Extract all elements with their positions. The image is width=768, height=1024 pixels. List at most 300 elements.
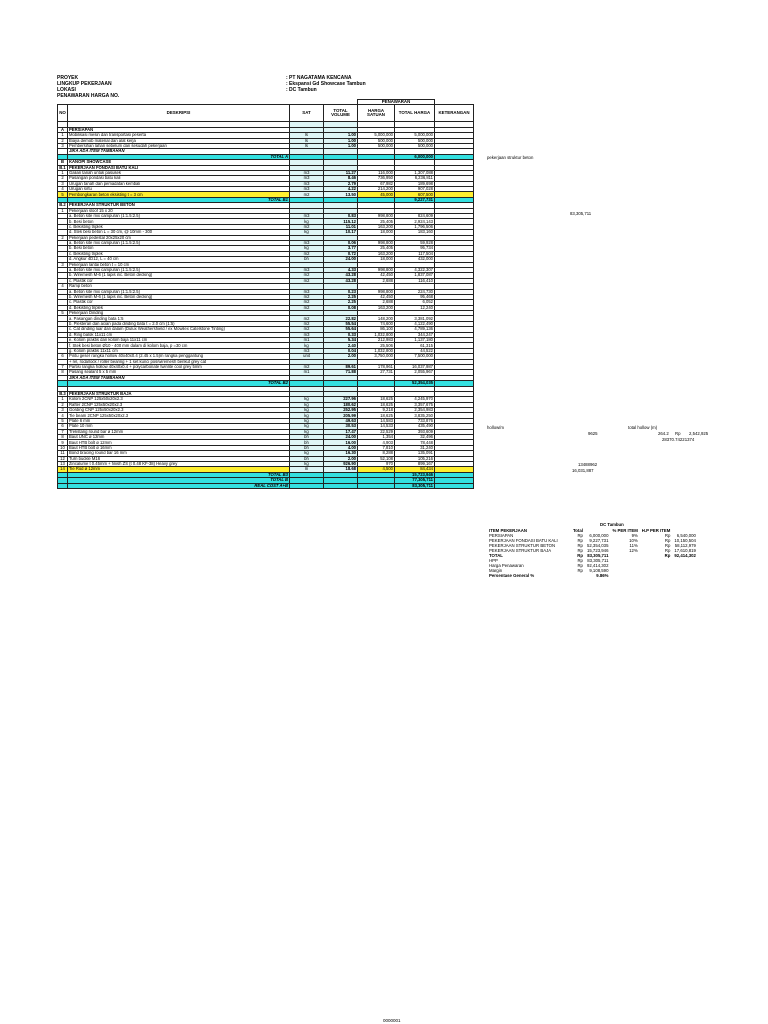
row-sat: m2	[290, 294, 324, 299]
row-desc: Ramp beton	[68, 284, 290, 289]
row-sat: kg	[290, 408, 324, 413]
row-sat: ls	[290, 138, 324, 143]
row-harga-satuan: 163,200	[358, 224, 395, 229]
row-no: 5	[58, 311, 68, 316]
summary-cell: 9,108,590	[589, 568, 609, 573]
row-no: 14	[58, 467, 68, 472]
row-total-harga: 32,496	[395, 435, 435, 440]
row-desc: d. Stek besi beton L = 30 cm, @ 10mm - 300	[68, 230, 290, 235]
row-volume: 4.00	[324, 445, 358, 450]
summary-cell: 92,414,302	[586, 563, 609, 568]
row-total-harga: 1,307,088	[395, 170, 435, 175]
row-total-harga: 1,796,506	[395, 224, 435, 229]
row-no: 2	[58, 402, 68, 407]
row-harga-satuan: 7,810	[358, 445, 395, 450]
note-hollow-label: hollow/m	[487, 425, 504, 430]
row-total-harga: 183,160	[395, 230, 435, 235]
row-total-harga: 1,837,087	[395, 273, 435, 278]
row-volume: 30.53	[324, 424, 358, 429]
summary-cell	[610, 553, 639, 558]
row-volume: 0.23	[324, 289, 358, 294]
row-volume: 0.83	[324, 214, 358, 219]
row-keterangan	[435, 483, 474, 488]
summary-cell: % PER ITEM	[612, 528, 638, 533]
row-desc: PEKERJAAN FONDASI BATU KALI	[68, 165, 290, 170]
row-volume: 11.01	[324, 224, 358, 229]
row-total-harga: 4,789,136	[395, 327, 435, 332]
boq-body	[58, 122, 474, 489]
row-total-harga: 116,410	[395, 278, 435, 283]
row-desc: Partisi rangka hollow 40x40x0.4 + polycarbonate twinlite cool grey 5mm	[68, 364, 290, 369]
row-volume: 71.88	[324, 370, 358, 375]
row-volume: 89.61	[324, 364, 358, 369]
summary-cell: PEKERJAAN FONDASI BATU KALI	[489, 538, 558, 543]
row-volume: 0.08	[324, 305, 358, 310]
row-no: 1	[58, 170, 68, 175]
row-sat: m1	[290, 338, 324, 343]
row-no: 2	[58, 235, 68, 240]
row-harga-satuan: 163,200	[358, 305, 395, 310]
row-desc: JIKA ADA ITEM TAMBAHAN	[68, 149, 290, 154]
row-sat: m2	[290, 300, 324, 305]
summary-cell: Rp	[664, 538, 671, 543]
summary-cell: Rp	[577, 548, 583, 553]
row-volume: 10.17	[324, 230, 358, 235]
summary-cell: Total	[573, 528, 583, 533]
row-harga-satuan: 52,108	[358, 456, 395, 461]
row-total-harga: 84,434	[395, 467, 435, 472]
summary-cell: TOTAL	[489, 553, 503, 558]
row-no: 2	[58, 138, 68, 143]
note-hollow-total-label: total hollow (m)	[628, 425, 658, 430]
row-volume: 0.04	[324, 348, 358, 353]
row-desc: g. Kolom praktis 11x11 cm	[68, 348, 290, 353]
project-labels	[57, 75, 119, 99]
summary-cell: Rp	[577, 553, 583, 558]
row-volume: 4.22	[324, 187, 358, 192]
row-volume: 16.30	[324, 451, 358, 456]
row-harga-satuan: 18,000	[358, 257, 395, 262]
row-no: 10	[58, 445, 68, 450]
row-volume: 1.00	[324, 138, 358, 143]
row-sat: m2	[290, 305, 324, 310]
row-desc: JIKA ADA ITEM TAMBAHAN	[68, 375, 290, 380]
row-harga-satuan: 998,800	[358, 214, 395, 219]
row-sat: m3	[290, 181, 324, 186]
row-total-harga: 105,216	[395, 456, 435, 461]
row-sat: m1	[290, 370, 324, 375]
row-volume: 55.64	[324, 327, 358, 332]
row-desc: Bond bracing round bar 16 mm	[68, 451, 290, 456]
row-harga-satuan: 74,600	[358, 321, 395, 326]
summary-cell: Rp	[577, 558, 583, 563]
row-total-harga: 117,504	[395, 251, 435, 256]
row-no: 5	[58, 192, 68, 197]
row-sat: m3	[290, 187, 324, 192]
penawaran-header: PENAWARAN	[358, 100, 435, 105]
row-harga-satuan: 86,100	[358, 327, 395, 332]
summary-cell: 83,305,711	[587, 553, 609, 558]
row-total-harga: 907,028	[395, 187, 435, 192]
row-desc: b. Besi beton	[68, 219, 290, 224]
row-volume: 18.68	[324, 467, 358, 472]
row-sat: m2	[290, 316, 324, 321]
row-no: 9	[58, 440, 68, 445]
row-sat: bh	[290, 445, 324, 450]
row-total-harga: 6,000,000	[395, 154, 435, 159]
value-lingkup: : Ekspansi Gd Showcase Tambun	[286, 81, 366, 87]
row-no: B.3	[59, 391, 66, 397]
summary-row	[487, 573, 698, 578]
row-volume: 2.00	[324, 354, 358, 359]
row-desc: Pembersihan lahan sebelum dan sesudah pekerjaan	[68, 143, 290, 148]
row-sat: m2	[290, 251, 324, 256]
row-sat: unit	[290, 354, 324, 359]
row-sat: m2	[290, 224, 324, 229]
row-total-harga: 52,354,035	[395, 381, 435, 386]
row-total-harga: 135,091	[395, 451, 435, 456]
row-harga-satuan: 1,032,800	[358, 332, 395, 337]
row-no: 13	[58, 462, 68, 467]
row-desc: Pekerjaan sloof 15 x 20	[68, 208, 290, 213]
summary-body	[487, 528, 698, 578]
row-sat: kg	[290, 397, 324, 402]
note-hollow-amount: 2,542,925	[689, 431, 709, 436]
row-volume: 24.00	[324, 257, 358, 262]
row-sat: m2	[290, 327, 324, 332]
row-desc: a. Pasangan dinding bata 1:5	[68, 316, 290, 321]
row-desc: Pekerjaan Dinding	[68, 311, 290, 316]
note-real-cost: 83,305,711	[570, 211, 592, 216]
row-harga-satuan: 18,625	[358, 413, 395, 418]
row-sat: m2	[290, 192, 324, 197]
row-sat: ls	[290, 133, 324, 138]
row-no	[58, 483, 68, 488]
row-volume: 0.06	[324, 240, 358, 245]
summary-cell: 10%	[629, 538, 638, 543]
row-desc: a. Beton site mix campuran (1:1.5:2.5)	[68, 267, 290, 272]
row-volume: 0.72	[324, 251, 358, 256]
row-desc: Baut HTB bolt ø 16mm	[68, 445, 290, 450]
row-no: 6	[58, 424, 68, 429]
summary-cell: Persentase General %	[489, 573, 535, 578]
row-total-harga: 435,490	[395, 424, 435, 429]
row-harga-satuan: 18,625	[358, 402, 395, 407]
row-desc: Plate 10 mm	[68, 424, 290, 429]
row-total-harga: 824,609	[395, 214, 435, 219]
row-no: 4	[58, 413, 68, 418]
row-harga-satuan: 736,950	[358, 176, 395, 181]
row-desc: Pembongkaran beton eksisting t = 3 cm	[68, 192, 290, 197]
row-harga-satuan: 18,625	[358, 397, 395, 402]
row-desc: c. Bekisting triplek	[68, 251, 290, 256]
col-harga-satuan: HARGA SATUAN	[358, 105, 395, 122]
row-volume: 2.25	[324, 300, 358, 305]
row-desc: a. Beton site mix campuran (1:1.5:2.5)	[68, 289, 290, 294]
row-sat: kg	[290, 343, 324, 348]
row-sat: m3	[290, 214, 324, 219]
summary-cell: 9,227,731	[589, 538, 609, 543]
row-harga-satuan: 5,000,000	[358, 133, 395, 138]
row-sat: m2	[290, 273, 324, 278]
row-harga-satuan: 970	[358, 462, 395, 467]
row-harga-satuan: 14,533	[358, 424, 395, 429]
table-row	[58, 483, 474, 488]
row-sat: m	[290, 467, 324, 472]
summary-cell: PERSIAPAN	[489, 533, 514, 538]
summary-cell: 52,354,035	[586, 543, 609, 548]
row-desc: Baut UNC ø 12mm	[68, 435, 290, 440]
row-desc: Gording CNP 125x50x20x2.3	[68, 408, 290, 413]
row-sat: kg	[290, 402, 324, 407]
row-harga-satuan: 14,583	[358, 418, 395, 423]
row-volume: 24.00	[324, 435, 358, 440]
col-no: NO	[58, 105, 68, 122]
row-volume: 55.54	[324, 321, 358, 326]
row-no: A	[58, 127, 68, 132]
row-harga-satuan: 998,800	[358, 240, 395, 245]
row-volume: 17.47	[324, 429, 358, 434]
row-volume: 2.79	[324, 181, 358, 186]
row-harga-satuan: 25,405	[358, 246, 395, 251]
row-sat: m3	[290, 332, 324, 337]
row-harga-satuan	[358, 483, 395, 488]
row-desc: d. Angkur 4D12, L = 40 cm	[68, 257, 290, 262]
row-total-harga: 5,000,000	[395, 133, 435, 138]
row-harga-satuan: 18,000	[358, 230, 395, 235]
summary-cell: 11%	[629, 543, 638, 548]
summary-cell: 10,150,504	[674, 538, 696, 543]
row-no: 7	[58, 429, 68, 434]
row-total-harga: 77,305,711	[395, 478, 435, 483]
row-no: 1	[58, 397, 68, 402]
row-total-harga: 9,227,731	[395, 197, 435, 202]
row-total-harga: 44,522	[395, 348, 435, 353]
row-total-harga: 31,240	[395, 445, 435, 450]
row-volume: 1.00	[324, 143, 358, 148]
summary-cell: Harga Penawaran	[489, 563, 524, 568]
row-no: 3	[58, 181, 68, 186]
row-harga-satuan: 1,354	[358, 435, 395, 440]
row-no: 6	[58, 354, 68, 359]
row-desc: Plate 6 mm	[68, 418, 290, 423]
row-total-harga: 432,000	[395, 257, 435, 262]
row-harga-satuan: 214,200	[358, 187, 395, 192]
row-volume: 11.27	[324, 170, 358, 175]
row-desc: Trekstang round bar ø 12mm	[68, 429, 290, 434]
row-sat: kg	[290, 424, 324, 429]
row-desc: Pekerjaan lantai beton t = 10 cm	[68, 262, 290, 267]
row-desc: c. Plastik cor	[68, 300, 290, 305]
label-proyek: PROYEK	[57, 75, 79, 81]
row-volume: 22.82	[324, 316, 358, 321]
row-no: 4	[58, 187, 68, 192]
row-total-harga: 12,240	[395, 305, 435, 310]
row-harga-satuan: 9,218	[358, 408, 395, 413]
row-harga-satuan: 25,405	[358, 219, 395, 224]
row-total-harga: 61,315	[395, 343, 435, 348]
row-desc: e. Kolom praktis dan kolom baja 11x11 cm	[68, 338, 290, 343]
summary-cell: 15,723,946	[586, 548, 609, 553]
row-desc: Baut HTB bolt ø 12mm	[68, 440, 290, 445]
row-desc: TOTAL A	[68, 154, 290, 159]
row-sat: m3	[290, 170, 324, 175]
row-volume: 43.28	[324, 273, 358, 278]
row-total-harga: 733,876	[395, 418, 435, 423]
row-sat: m3	[290, 176, 324, 181]
row-no: 4	[58, 284, 68, 289]
summary-cell: 83,305,711	[587, 558, 609, 563]
col-total-harga: TOTAL HARGA	[395, 105, 435, 122]
row-no: 8	[58, 435, 68, 440]
row-desc: d. Bekisting triplek	[68, 305, 290, 310]
row-volume: 3.77	[324, 246, 358, 251]
summary-cell: 92,414,302	[674, 553, 696, 558]
row-volume: 16.00	[324, 440, 358, 445]
row-total-harga: 4,122,490	[395, 321, 435, 326]
summary-cell: Rp	[664, 533, 671, 538]
summary-cell: H.P PER ITEM	[641, 528, 671, 533]
row-total-harga: 15,723,946	[395, 472, 435, 477]
row-harga-satuan: 116,000	[358, 170, 395, 175]
row-volume: 252.95	[324, 408, 358, 413]
row-desc: c. Bekisting triplek	[68, 224, 290, 229]
summary-cell: Rp	[577, 543, 583, 548]
row-desc: c. Plastik cor	[68, 278, 290, 283]
row-desc: Biaya demob material dan alat kerja	[68, 138, 290, 143]
row-desc: Kolom 2CNP 125x50x20x2.3	[68, 397, 290, 402]
row-harga-satuan: 67,982	[358, 181, 395, 186]
row-harga-satuan: 22,529	[358, 429, 395, 434]
row-harga-satuan: 4,500	[358, 467, 395, 472]
row-total-harga: 59,928	[395, 240, 435, 245]
summary-cell: 58,112,979	[674, 543, 696, 548]
row-harga-satuan: 8,288	[358, 451, 395, 456]
row-desc: Galian tanah untuk pasusek	[68, 170, 290, 175]
row-harga-satuan: 998,800	[358, 289, 395, 294]
row-harga-satuan: 998,800	[358, 267, 395, 272]
label-lokasi: LOKASI	[57, 87, 76, 93]
row-desc: KANOPI SHOWCASE	[68, 160, 290, 165]
row-volume: 4.33	[324, 267, 358, 272]
value-proyek: : PT NAGATAMA KENCANA	[286, 75, 352, 81]
row-no: 3	[58, 408, 68, 413]
row-harga-satuan: 42,450	[358, 273, 395, 278]
row-sat: kg	[290, 219, 324, 224]
label-penawaran-no: PENAWARAN HARGA NO.	[57, 93, 120, 99]
row-desc: Rafter 2CNP 125x50x20x2.3	[68, 402, 290, 407]
row-total-harga: 7,500,000	[395, 354, 435, 359]
summary-cell: 6,540,000	[676, 533, 696, 538]
row-sat	[290, 483, 324, 488]
row-total-harga: 95,468	[395, 294, 435, 299]
row-volume: 0.33	[324, 332, 358, 337]
row-desc: Tie beam 2CNP 125x50x20x2.3	[68, 413, 290, 418]
row-sat: m3	[290, 240, 324, 245]
row-harga-satuan: 163,200	[358, 251, 395, 256]
row-harga-satuan: 42,450	[358, 294, 395, 299]
row-volume: 926.90	[324, 462, 358, 467]
row-sat: m3	[290, 348, 324, 353]
row-no: B.2	[59, 202, 66, 208]
summary-cell: 9%	[631, 533, 638, 538]
summary-cell: Rp	[577, 533, 583, 538]
summary-cell: 12%	[629, 548, 638, 553]
row-total-harga: 1,137,180	[395, 338, 435, 343]
row-harga-satuan: 148,200	[358, 316, 395, 321]
boq-table	[57, 99, 474, 489]
row-total-harga: 4,245,970	[395, 397, 435, 402]
row-total-harga: 3,357,675	[395, 402, 435, 407]
summary-cell: 9.86%	[596, 573, 609, 578]
row-total-harga: 6,236,811	[395, 176, 435, 181]
label-lingkup: LINGKUP PEKERJAAN	[57, 81, 112, 87]
row-no: 1	[58, 133, 68, 138]
col-keterangan: KETERANGAN	[435, 105, 474, 122]
row-desc: c. Cat dinding luar dan dalam (Dulux Weathershield / ex Mowilex Catelstone Tinting)	[68, 327, 290, 332]
row-desc: b. Wiremesh M-6 (1 lapis inc. Beton decking)	[68, 273, 290, 278]
col-deskripsi: DESKRIPSI	[68, 105, 290, 122]
row-volume: 205.99	[324, 413, 358, 418]
row-harga-satuan: 25,506	[358, 343, 395, 348]
row-sat: m3	[290, 267, 324, 272]
row-desc: Zincalume t 0.45mm + finish ZS (t 0.48 KF-38) Heavy grey	[68, 462, 290, 467]
row-total-harga: 6,052	[395, 300, 435, 305]
row-desc: Pintu geser rangka hollow 40x40x0.4 (2.45 x 1.5)m rangka penggantung	[68, 354, 290, 359]
row-sat: kg	[290, 230, 324, 235]
note-misc-2: 16,031,887	[572, 468, 594, 473]
row-no: 2	[58, 176, 68, 181]
row-volume: 2.00	[324, 456, 358, 461]
summary-title: DC Tambun	[600, 522, 624, 527]
row-total-harga: 899,167	[395, 462, 435, 467]
row-sat: m2	[290, 364, 324, 369]
note-hollow-v: 264.2	[658, 431, 669, 436]
summary-cell: 6,000,000	[589, 533, 609, 538]
row-sat: m3	[290, 289, 324, 294]
row-desc: REAL COST A+B	[68, 483, 290, 488]
row-desc: Pasang sealant 5 x 5 mm	[68, 370, 290, 375]
row-harga-satuan: 178,961	[358, 364, 395, 369]
row-volume: 49.63	[324, 418, 358, 423]
row-total-harga: 2,354,983	[395, 408, 435, 413]
summary-cell: Rp	[664, 548, 671, 553]
row-no: 7	[58, 364, 68, 369]
row-volume	[324, 483, 358, 488]
row-sat: ls	[290, 143, 324, 148]
row-total-harga: 500,000	[395, 138, 435, 143]
value-lokasi: : DC Tambun	[286, 87, 317, 93]
row-total-harga: 224,730	[395, 289, 435, 294]
row-sat: kg	[290, 462, 324, 467]
row-harga-satuan: 27,731	[358, 370, 395, 375]
row-desc: b. Plesteran dan acian pada dinding bata t = 2.0 cm (1:5)	[68, 321, 290, 326]
note-hollow-rp: Rp	[675, 431, 681, 436]
summary-cell: ITEM PEKERJAAN	[489, 528, 527, 533]
row-volume: 180.62	[324, 402, 358, 407]
row-volume: 8.46	[324, 176, 358, 181]
note-hollow-calc: 28370.74221374	[662, 437, 695, 442]
row-sat: kg	[290, 451, 324, 456]
summary-cell: PEKERJAAN STRUKTUR BAJA	[489, 548, 552, 553]
row-harga-satuan: 4,903	[358, 440, 395, 445]
project-values	[286, 75, 366, 93]
row-desc: d. Ring balok 11x11 cm	[68, 332, 290, 337]
row-harga-satuan: 500,000	[358, 143, 395, 148]
row-desc: a. Beton site mix campuran (1:1.5:2.5)	[68, 214, 290, 219]
row-no: 11	[58, 451, 68, 456]
row-harga-satuan: 2,688	[358, 278, 395, 283]
